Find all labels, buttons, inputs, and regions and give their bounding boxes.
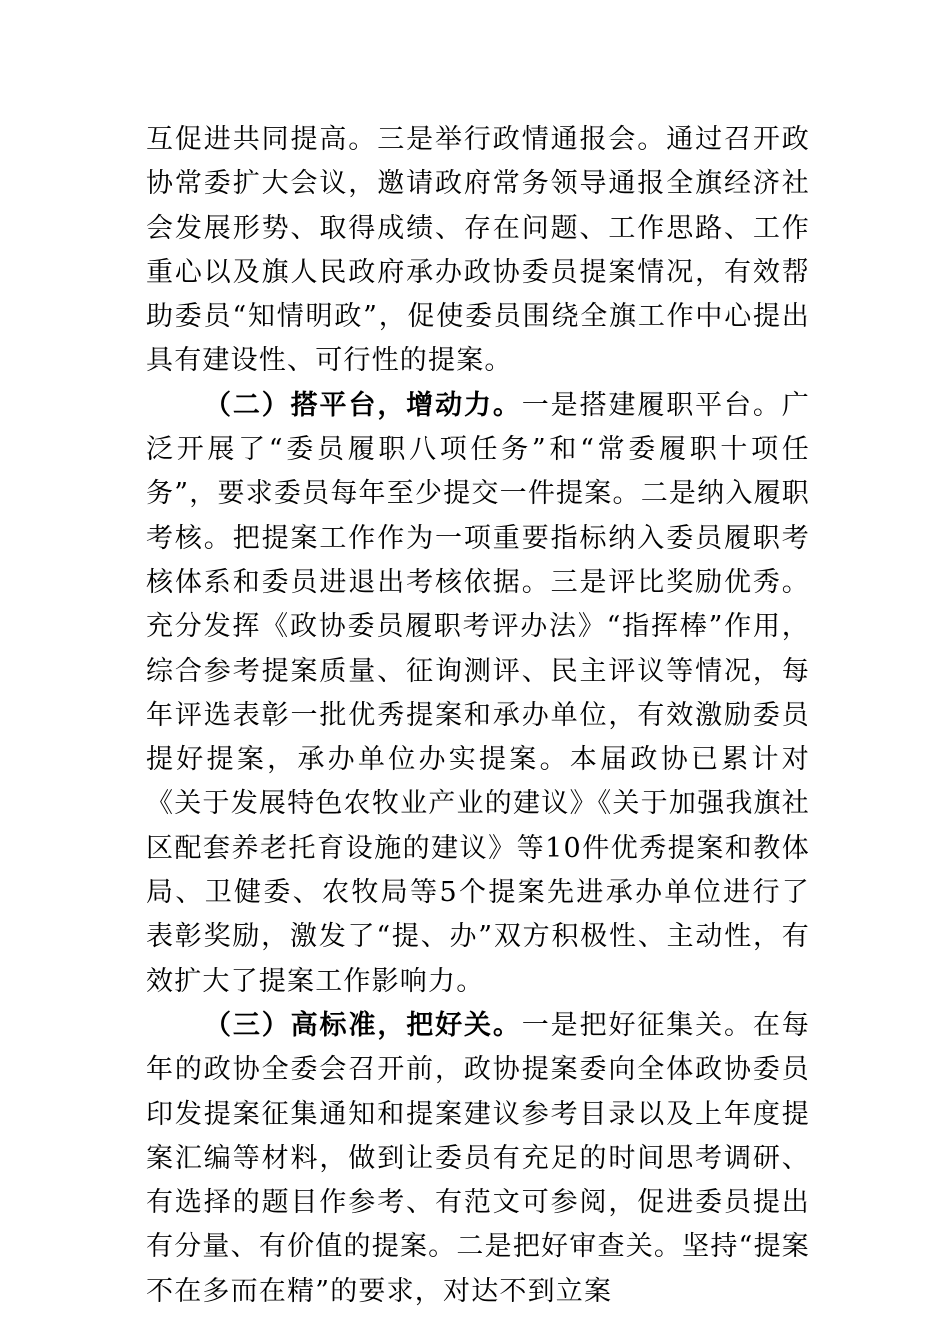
paragraph-body: 一是把好征集关。在每年的政协全委会召开前，政协提案委向全体政协委员印发提案征集通知和提案建议参考目录以及上年度提案汇编等材料，做到让委员有充足的时间思考调研、有选择的题目作参考、有范文可参阅，促进委员提出有分量、有价值的提案。二是把好审查关。坚持“提案不在多而在精”的要求，对达不到立案 [146,1009,811,1307]
paragraph-continuation [146,118,810,384]
paragraph-section-two [146,384,810,1004]
paragraph-section-three [146,1004,810,1314]
section-heading: （三）高标准，把好关。 [204,1009,522,1041]
paragraph-body: 一是搭建履职平台。广泛开展了“委员履职八项任务”和“常委履职十项任务”，要求委员每年至少提交一件提案。二是纳入履职考核。把提案工作作为一项重要指标纳入委员履职考核体系和委员进退出考核依据。三是评比奖励优秀。充分发挥《政协委员履职考评办法》“指挥棒”作用，综合参考提案质量、征询测评、民主评议等情况，每年评选表彰一批优秀提案和承办单位，有效激励委员提好提案，承办单位办实提案。本届政协已累计对《关于发展特色农牧业产业的建议》《关于加强我旗社区配套养老托育设施的建议》等10件优秀提案和教体局、卫健委、农牧局等5个提案先进承办单位进行了表彰奖励，激发了“提、办”双方积极性、主动性，有效扩大了提案工作影响力。 [146,389,811,997]
document-body [146,118,810,1314]
paragraph-body: 互促进共同提高。三是举行政情通报会。通过召开政协常委扩大会议，邀请政府常务领导通报全旗经济社会发展形势、取得成绩、存在问题、工作思路、工作重心以及旗人民政府承办政协委员提案情况，有效帮助委员“知情明政”，促使委员围绕全旗工作中心提出具有建设性、可行性的提案。 [146,124,810,377]
section-heading: （二）搭平台，增动力。 [204,389,522,421]
